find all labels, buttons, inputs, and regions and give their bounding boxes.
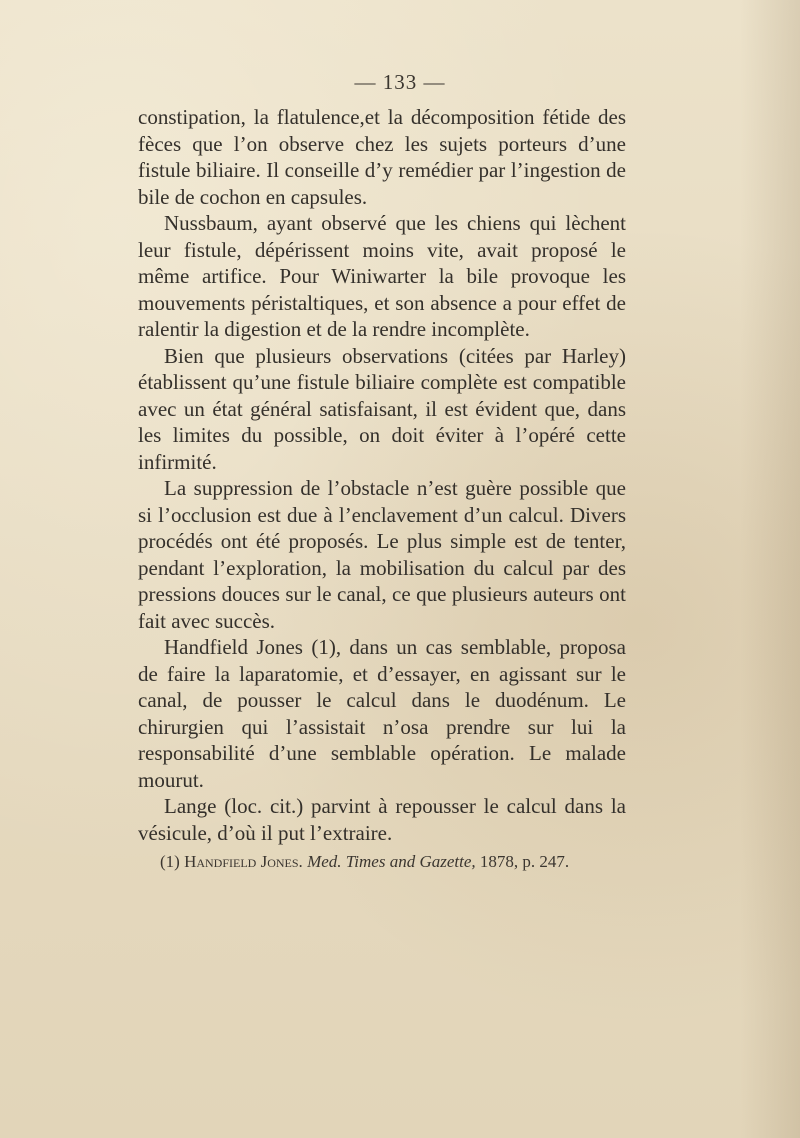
footnote-author: Handfield Jones.	[184, 852, 303, 871]
paragraph-4: La suppression de l’obstacle n’est guère possible que si l’occlusion est due à l’enclavement d’un calcul. Divers procédés ont été proposés. Le plus simple est de tenter, pendant l’exploration, la mobilisation du calcul par des pressions douces sur le canal, ce que plusieurs auteurs ont fait avec succès.	[138, 476, 626, 633]
paragraph-6: Lange (loc. cit.) parvint à repousser le calcul dans la vésicule, d’où il put l’extraire.	[138, 794, 626, 845]
paragraph-1: constipation, la flatulence,et la décomposition fétide des fèces que l’on observe chez les sujets porteurs d’une fistule biliaire. Il conseille d’y remédier par l’ingestion de bile de cochon en capsules.	[138, 105, 626, 209]
footnote-journal: Med. Times and Gazette,	[307, 852, 476, 871]
paragraph-3: Bien que plusieurs observations (citées par Harley) établissent qu’une fistule biliaire complète est compatible avec un état général satisfaisant, il est évident que, dans les limites du possible, on doit éviter à l’opéré cette infirmité.	[138, 343, 626, 474]
page-edge-shadow	[740, 0, 800, 1138]
footnote	[160, 852, 630, 872]
body-text	[138, 104, 626, 846]
footnote-reference: 1878, p. 247.	[475, 852, 570, 871]
paragraph-2: Nussbaum, ayant observé que les chiens qui lèchent leur fistule, dépérissent moins vite, avait proposé le même artifice. Pour Winiwarter la bile provoque les mouvements péristaltiques, et son absence a pour effet de ralentir la digestion et de la rendre incomplète.	[138, 211, 626, 341]
page-number: — 133 —	[354, 70, 446, 94]
paragraph-5: Handfield Jones (1), dans un cas semblable, proposa de faire la laparatomie, et d’essayer, en agissant sur le canal, de pousser le calcul dans le duodénum. Le chirurgien qui l’assistait n’osa prendre sur lui la responsabilité d’une semblable opération. Le malade mourut.	[138, 635, 626, 792]
footnote-marker: (1)	[160, 852, 185, 871]
